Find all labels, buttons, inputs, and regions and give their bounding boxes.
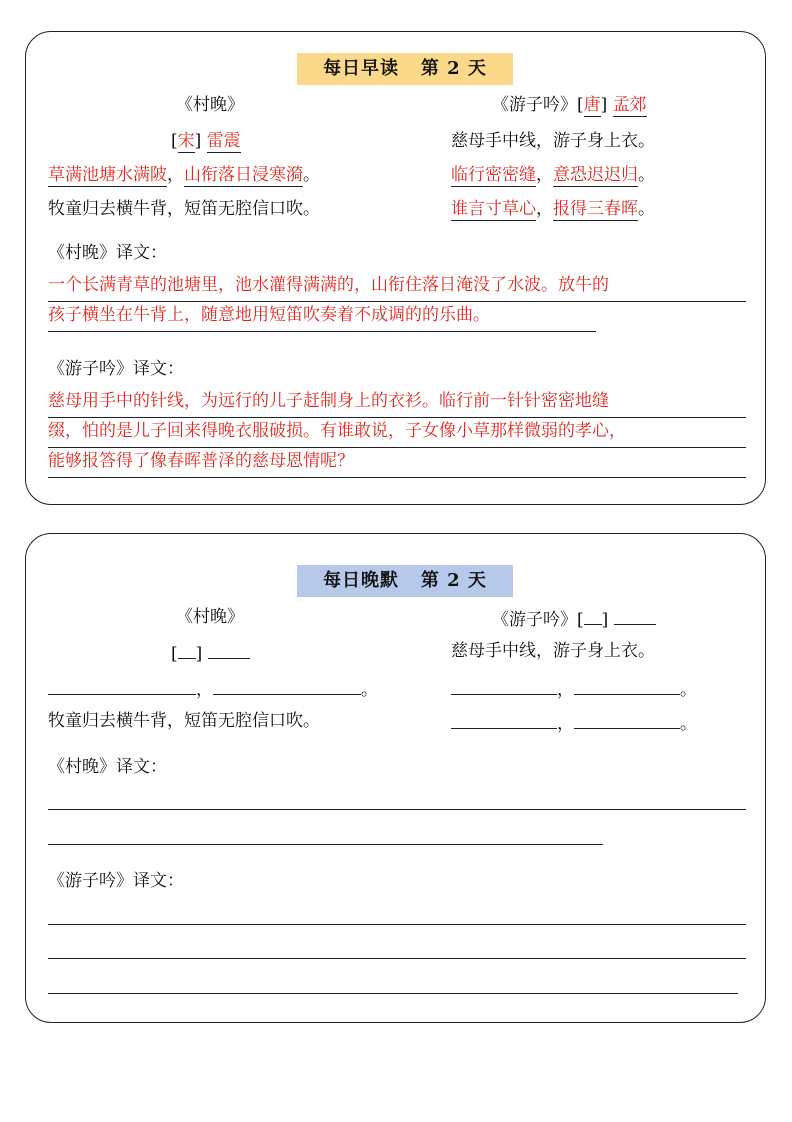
fill-blank[interactable]	[574, 710, 680, 729]
translation-line: 慈母用手中的针线，为远行的儿子赶制身上的衣衫。临行前一针针密密地缝	[48, 388, 746, 418]
poem2-dynasty: 唐	[583, 95, 601, 115]
poem1-title: 《村晚》	[176, 607, 244, 627]
poem2-line1: 慈母手中线，游子身上衣。	[451, 641, 655, 661]
fill-blank[interactable]	[451, 710, 557, 729]
poem1-dynasty: 宋	[177, 131, 195, 151]
morning-title: 每日早读 第 2 天	[297, 53, 513, 85]
translation-line: 孩子横坐在牛背上，随意地用短笛吹奏着不成调的的乐曲。	[48, 302, 596, 332]
poem1-byline-blanks: [ ]	[171, 640, 250, 665]
poem2-heading: 《游子吟》[唐] 孟郊	[492, 95, 647, 115]
poem1-line2: 牧童归去横牛背，短笛无腔信口吹。	[48, 199, 320, 219]
writing-line[interactable]	[48, 924, 746, 925]
poem1-author: 雷震	[206, 131, 241, 151]
fill-blank[interactable]	[213, 676, 361, 695]
writing-line[interactable]	[48, 958, 746, 959]
writing-line[interactable]	[48, 844, 603, 845]
translation2-label: 《游子吟》译文：	[48, 359, 184, 379]
poem2-title: 《游子吟》	[492, 95, 577, 115]
evening-dictation-card	[25, 533, 766, 1023]
author-blank[interactable]	[614, 606, 656, 625]
poem1-title: 《村晚》	[176, 95, 244, 115]
dynasty-blank[interactable]	[178, 642, 196, 659]
translation1-label: 《村晚》译文：	[48, 243, 167, 263]
evening-title: 每日晚默 第 2 天	[297, 565, 513, 597]
poem2-line2-blanks: ， 。	[451, 676, 697, 701]
poem2-line3: 谁言寸草心，报得三春晖。	[451, 199, 655, 219]
writing-line[interactable]	[48, 809, 746, 810]
writing-line[interactable]	[48, 993, 738, 994]
poem2-line3-blanks: ， 。	[451, 710, 697, 735]
translation-line: 一个长满青草的池塘里，池水灌得满满的，山衔住落日淹没了水波。放牛的	[48, 272, 746, 302]
poem1-line1: 草满池塘水满陂，山衔落日浸寒漪。	[48, 165, 320, 185]
fill-blank[interactable]	[574, 676, 680, 695]
translation1-text	[48, 272, 746, 332]
poem1-byline: [宋] 雷震	[171, 131, 241, 151]
translation2-text	[48, 388, 746, 478]
poem2-author: 孟郊	[612, 95, 647, 115]
translation1-label: 《村晚》译文：	[48, 757, 167, 777]
poem2-line2: 临行密密缝，意恐迟迟归。	[451, 165, 655, 185]
morning-reading-card	[25, 31, 766, 505]
translation-line: 缀，怕的是儿子回来得晚衣服破损。有谁敢说，子女像小草那样微弱的孝心，	[48, 418, 746, 448]
translation-line: 能够报答得了像春晖普泽的慈母恩情呢？	[48, 448, 746, 478]
poem2-title: 《游子吟》	[492, 610, 577, 630]
poem1-line2: 牧童归去横牛背，短笛无腔信口吹。	[48, 711, 320, 731]
poem2-heading: 《游子吟》[ ]	[492, 606, 656, 631]
author-blank[interactable]	[208, 640, 250, 659]
poem2-line1: 慈母手中线，游子身上衣。	[451, 131, 655, 151]
fill-blank[interactable]	[48, 676, 196, 695]
poem1-line1-blanks: ， 。	[48, 676, 378, 701]
fill-blank[interactable]	[451, 676, 557, 695]
translation2-label: 《游子吟》译文：	[48, 871, 184, 891]
dynasty-blank[interactable]	[584, 608, 602, 625]
